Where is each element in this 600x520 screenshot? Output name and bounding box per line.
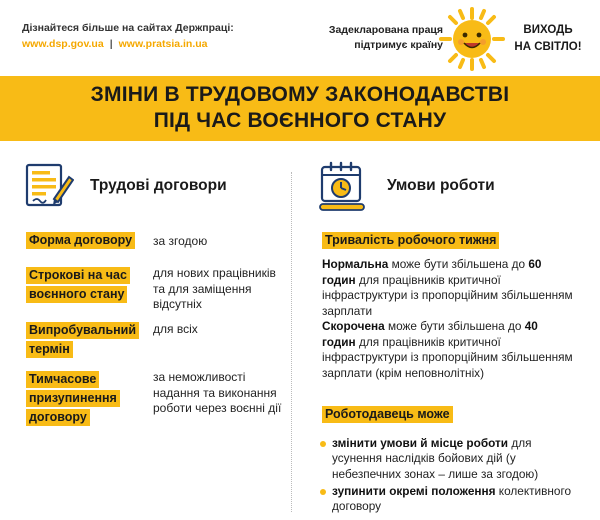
- row-value-form: за згодою: [153, 234, 208, 248]
- row-label-fixed-term: Строкові на час воєнного стану: [26, 266, 144, 304]
- title-banner: [0, 76, 600, 141]
- calendar-clock-icon: [318, 160, 366, 212]
- link-pratsia[interactable]: www.pratsia.in.ua: [118, 38, 208, 50]
- section-work-week: Тривалість робочого тижня: [322, 231, 499, 250]
- contract-document-icon: [24, 163, 74, 209]
- slogan-line-2: підтримує країну: [354, 39, 443, 51]
- sites-info: [22, 22, 234, 50]
- learn-more-text: Дізнайтеся більше на сайтах Держпраці:: [22, 22, 234, 34]
- link-dsp[interactable]: www.dsp.gov.ua: [22, 38, 104, 50]
- row-label-probation: Випробувальний термін: [26, 321, 146, 359]
- right-column-title: Умови роботи: [387, 177, 495, 194]
- brand-slogan: [502, 22, 594, 56]
- short-hours-text: Скорочена може бути збільшена до 40 годин для працівників критичної інфраструктури із пропорційним збільшенням зарплати (крім неповнолітніх): [322, 319, 573, 380]
- row-label-form: Форма договору: [26, 231, 144, 250]
- column-divider: [291, 172, 292, 512]
- bullet-dot-1: [320, 441, 326, 447]
- row-value-suspension: за неможливості надання та виконання роботи через воєнні дії: [153, 370, 282, 415]
- title-line-2: ПІД ЧАС ВОЄННОГО СТАНУ: [153, 109, 447, 132]
- section-employer: Роботодавець може: [322, 405, 453, 424]
- sun-mascot-icon: [438, 6, 506, 72]
- row-value-fixed-term: для нових працівників та для заміщення відсутніх: [153, 266, 276, 311]
- employer-bullet-2: зупинити окремі положення колективного договору: [332, 484, 572, 514]
- slogan-line-1: Задекларована праця: [328, 24, 443, 36]
- bullet-dot-2: [320, 489, 326, 495]
- brand-line-2: НА СВІТЛО!: [514, 41, 582, 53]
- brand-line-1: ВИХОДЬ: [523, 24, 573, 36]
- site-links: [22, 38, 234, 50]
- slogan: [283, 23, 443, 53]
- page-title: [14, 82, 586, 134]
- left-column-title: Трудові договори: [90, 177, 227, 194]
- title-line-1: ЗМІНИ В ТРУДОВОМУ ЗАКОНОДАВСТВІ: [90, 83, 510, 106]
- normal-hours-text: Нормальна може бути збільшена до 60 годин для працівників критичної інфраструктури із пропорційним збільшенням зарплати: [322, 257, 573, 318]
- employer-bullet-1: змінити умови й місце роботи для усунення наслідків бойових дій (у небезпечних зонах – лише за згодою): [332, 436, 539, 481]
- row-label-suspension: Тимчасове призупинення договору: [26, 370, 130, 427]
- link-separator: |: [109, 38, 113, 50]
- row-value-probation: для всіх: [153, 322, 198, 336]
